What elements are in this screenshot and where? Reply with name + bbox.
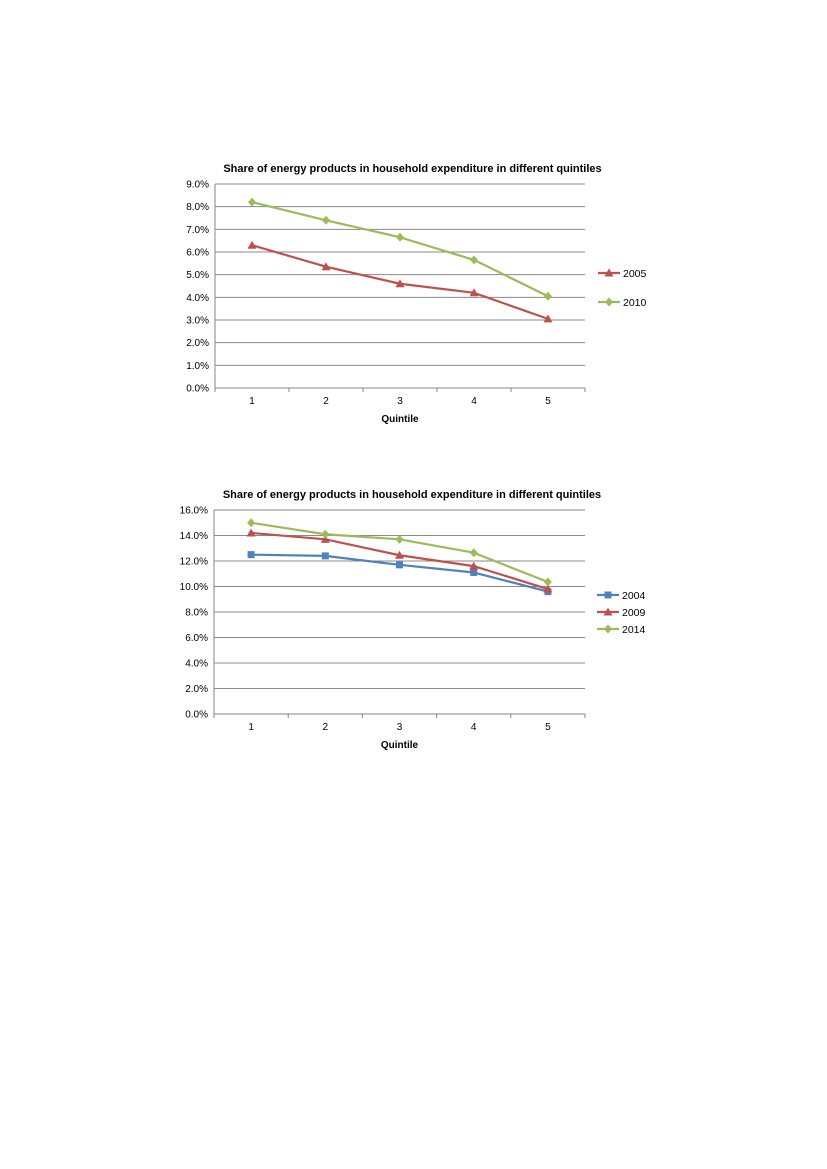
y-tick-label: 2.0% — [185, 684, 208, 695]
y-tick-label: 3.0% — [186, 315, 209, 327]
data-point-2014-q4 — [470, 548, 478, 557]
chart-energy-share-2005-2010 — [0, 150, 827, 440]
y-tick-label: 1.0% — [186, 360, 209, 372]
legend-item-2010 — [598, 297, 647, 309]
y-tick-label: 9.0% — [186, 179, 209, 191]
data-point-2014-q5 — [544, 578, 552, 587]
x-tick-label: 4 — [471, 396, 477, 407]
data-point-2004-q4 — [470, 569, 477, 576]
x-tick-label: 2 — [323, 396, 329, 407]
x-axis-label: Quintile — [381, 414, 419, 425]
data-point-2005-q1 — [248, 241, 257, 249]
data-point-2010-q4 — [470, 255, 478, 264]
y-tick-label: 8.0% — [185, 607, 208, 619]
x-tick-label: 1 — [249, 396, 255, 407]
data-point-2004-q2 — [322, 552, 329, 559]
legend-marker — [605, 298, 613, 307]
x-tick-label: 1 — [248, 722, 254, 733]
y-tick-label: 4.0% — [186, 292, 209, 304]
data-point-2010-q1 — [248, 198, 256, 207]
chart-2-canvas — [0, 478, 827, 768]
x-tick-label: 2 — [322, 722, 329, 733]
y-tick-label: 4.0% — [185, 658, 208, 670]
legend-label: 2010 — [623, 297, 647, 309]
y-tick-label: 0.0% — [185, 709, 208, 721]
y-tick-label: 16.0% — [179, 505, 208, 517]
data-point-2014-q1 — [247, 518, 255, 527]
legend-label: 2014 — [622, 624, 646, 636]
data-point-2014-q2 — [321, 530, 329, 539]
data-point-2010-q2 — [322, 216, 330, 225]
x-tick-label: 4 — [470, 722, 477, 733]
y-tick-label: 12.0% — [179, 556, 208, 568]
y-tick-label: 2.0% — [186, 338, 209, 350]
y-tick-label: 5.0% — [186, 270, 209, 282]
x-tick-label: 3 — [396, 722, 403, 733]
series-2005 — [248, 241, 553, 323]
legend-label: 2005 — [623, 268, 647, 280]
legend-label: 2009 — [622, 607, 646, 619]
data-point-2010-q3 — [396, 233, 404, 242]
legend-item-2005 — [598, 268, 647, 280]
data-point-2014-q3 — [396, 535, 404, 544]
y-tick-label: 0.0% — [186, 383, 209, 395]
chart-title: Share of energy products in household expenditure in different quintiles — [223, 163, 602, 175]
legend-marker — [605, 592, 612, 599]
data-point-2010-q5 — [544, 292, 552, 301]
x-tick-label: 5 — [545, 722, 551, 733]
chart-1-canvas — [0, 150, 827, 440]
x-tick-label: 3 — [397, 396, 403, 407]
data-point-2004-q3 — [396, 561, 403, 568]
y-tick-label: 14.0% — [179, 531, 208, 542]
legend-item-2009 — [597, 607, 646, 619]
legend-item-2004 — [597, 590, 646, 602]
chart-energy-share-2004-2009-2014 — [0, 478, 827, 768]
legend-marker — [604, 625, 612, 634]
chart-title: Share of energy products in household expenditure in different quintiles — [222, 489, 602, 501]
y-tick-label: 8.0% — [186, 202, 209, 214]
y-tick-label: 6.0% — [185, 633, 208, 644]
data-point-2004-q1 — [248, 551, 255, 558]
x-tick-label: 5 — [545, 396, 551, 407]
legend-item-2014 — [597, 624, 646, 636]
y-tick-label: 7.0% — [186, 224, 209, 236]
legend-label: 2004 — [622, 590, 646, 602]
y-tick-label: 6.0% — [186, 247, 209, 259]
y-tick-label: 10.0% — [179, 582, 208, 593]
x-axis-label: Quintile — [380, 740, 419, 751]
